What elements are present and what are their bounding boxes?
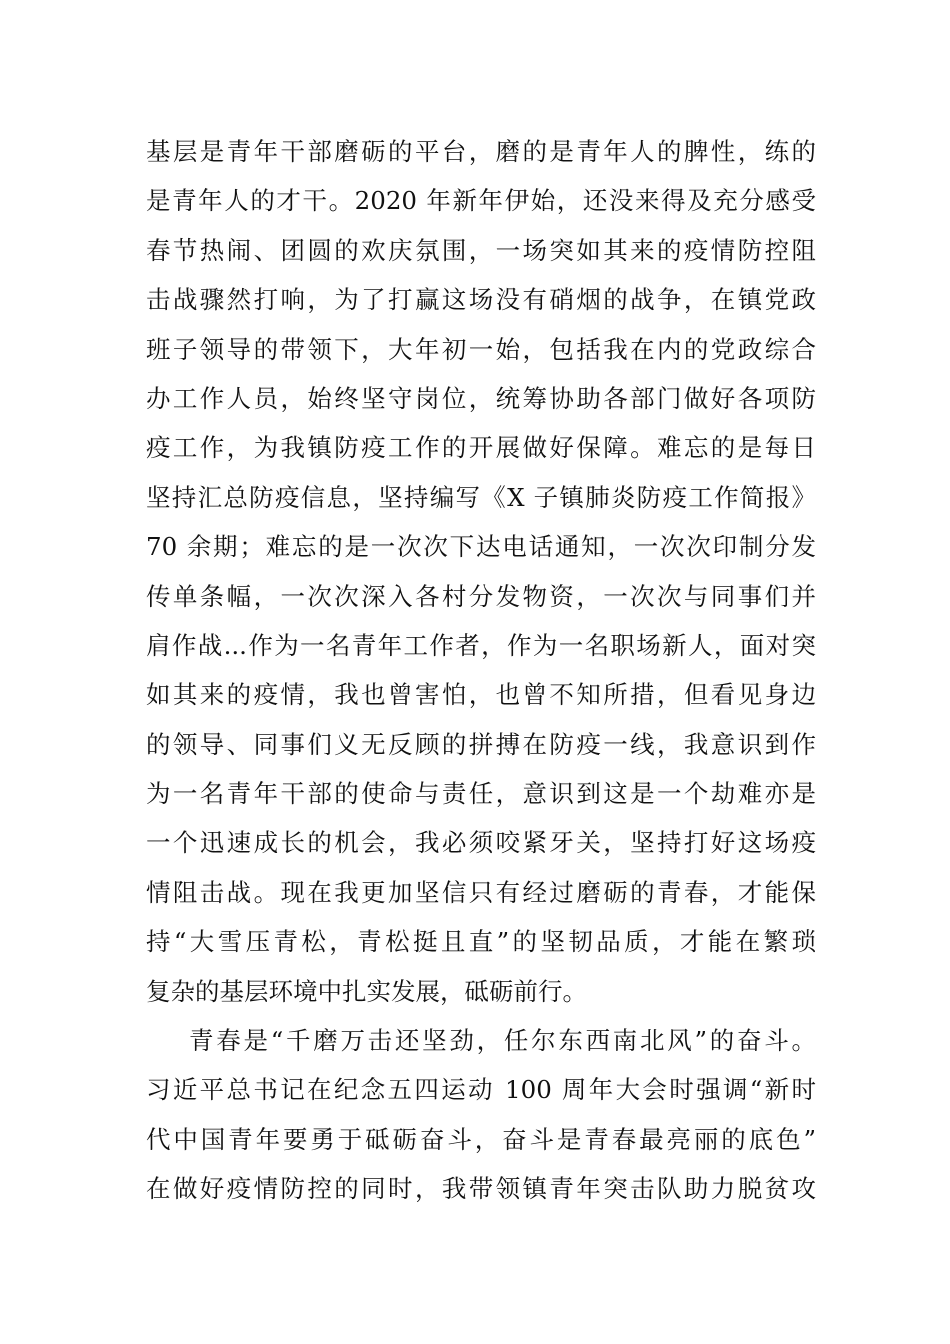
text-line: 传单条幅，一次次深入各村分发物资，一次次与同事们并 [146, 581, 816, 611]
text-line: 在做好疫情防控的同时，我带领镇青年突击队助力脱贫攻 [146, 1174, 816, 1204]
text-line: 代中国青年要勇于砥砺奋斗，奋斗是青春最亮丽的底色” [146, 1124, 816, 1154]
text-line: 为一名青年干部的使命与责任，意识到这是一个劫难亦是 [146, 779, 816, 809]
text-line: 的领导、同事们义无反顾的拼搏在防疫一线，我意识到作 [146, 729, 816, 759]
text-line: 办工作人员，始终坚守岗位，统筹协助各部门做好各项防 [146, 383, 816, 413]
text-line: 疫工作，为我镇防疫工作的开展做好保障。难忘的是每日 [146, 433, 816, 463]
text-line: 击战骤然打响，为了打赢这场没有硝烟的战争，在镇党政 [146, 285, 816, 315]
text-line: 基层是青年干部磨砺的平台，磨的是青年人的脾性，练的 [146, 137, 816, 166]
text-line: 一个迅速成长的机会，我必须咬紧牙关，坚持打好这场疫 [146, 828, 816, 858]
text-line: 青春是“千磨万击还坚劲，任尔东西南北风”的奋斗。 [189, 1026, 816, 1056]
text-line: 持“大雪压青松，青松挺且直”的坚韧品质，才能在繁琐 [146, 927, 816, 957]
paragraph-1 [146, 127, 816, 1016]
paragraph-2 [146, 1016, 816, 1214]
text-line: 班子领导的带领下，大年初一始，包括我在内的党政综合 [146, 334, 816, 364]
text-line: 情阻击战。现在我更加坚信只有经过磨砺的青春，才能保 [146, 877, 816, 907]
text-line: 复杂的基层环境中扎实发展，砥砺前行。 [146, 976, 587, 1006]
text-line: 如其来的疫情，我也曾害怕，也曾不知所措，但看见身边 [146, 680, 816, 710]
text-line: 是青年人的才干。2020 年新年伊始，还没来得及充分感受 [146, 186, 816, 216]
text-line: 肩作战...作为一名青年工作者，作为一名职场新人，面对突 [146, 630, 816, 660]
text-line: 习近平总书记在纪念五四运动 100 周年大会时强调“新时 [146, 1075, 816, 1105]
text-line: 坚持汇总防疫信息，坚持编写《X 子镇肺炎防疫工作简报》 [146, 482, 816, 512]
text-line: 春节热闹、团圆的欢庆氛围，一场突如其来的疫情防控阻 [146, 235, 816, 265]
text-line: 70 余期；难忘的是一次次下达电话通知，一次次印制分发 [146, 532, 816, 562]
body-text [146, 127, 816, 1214]
